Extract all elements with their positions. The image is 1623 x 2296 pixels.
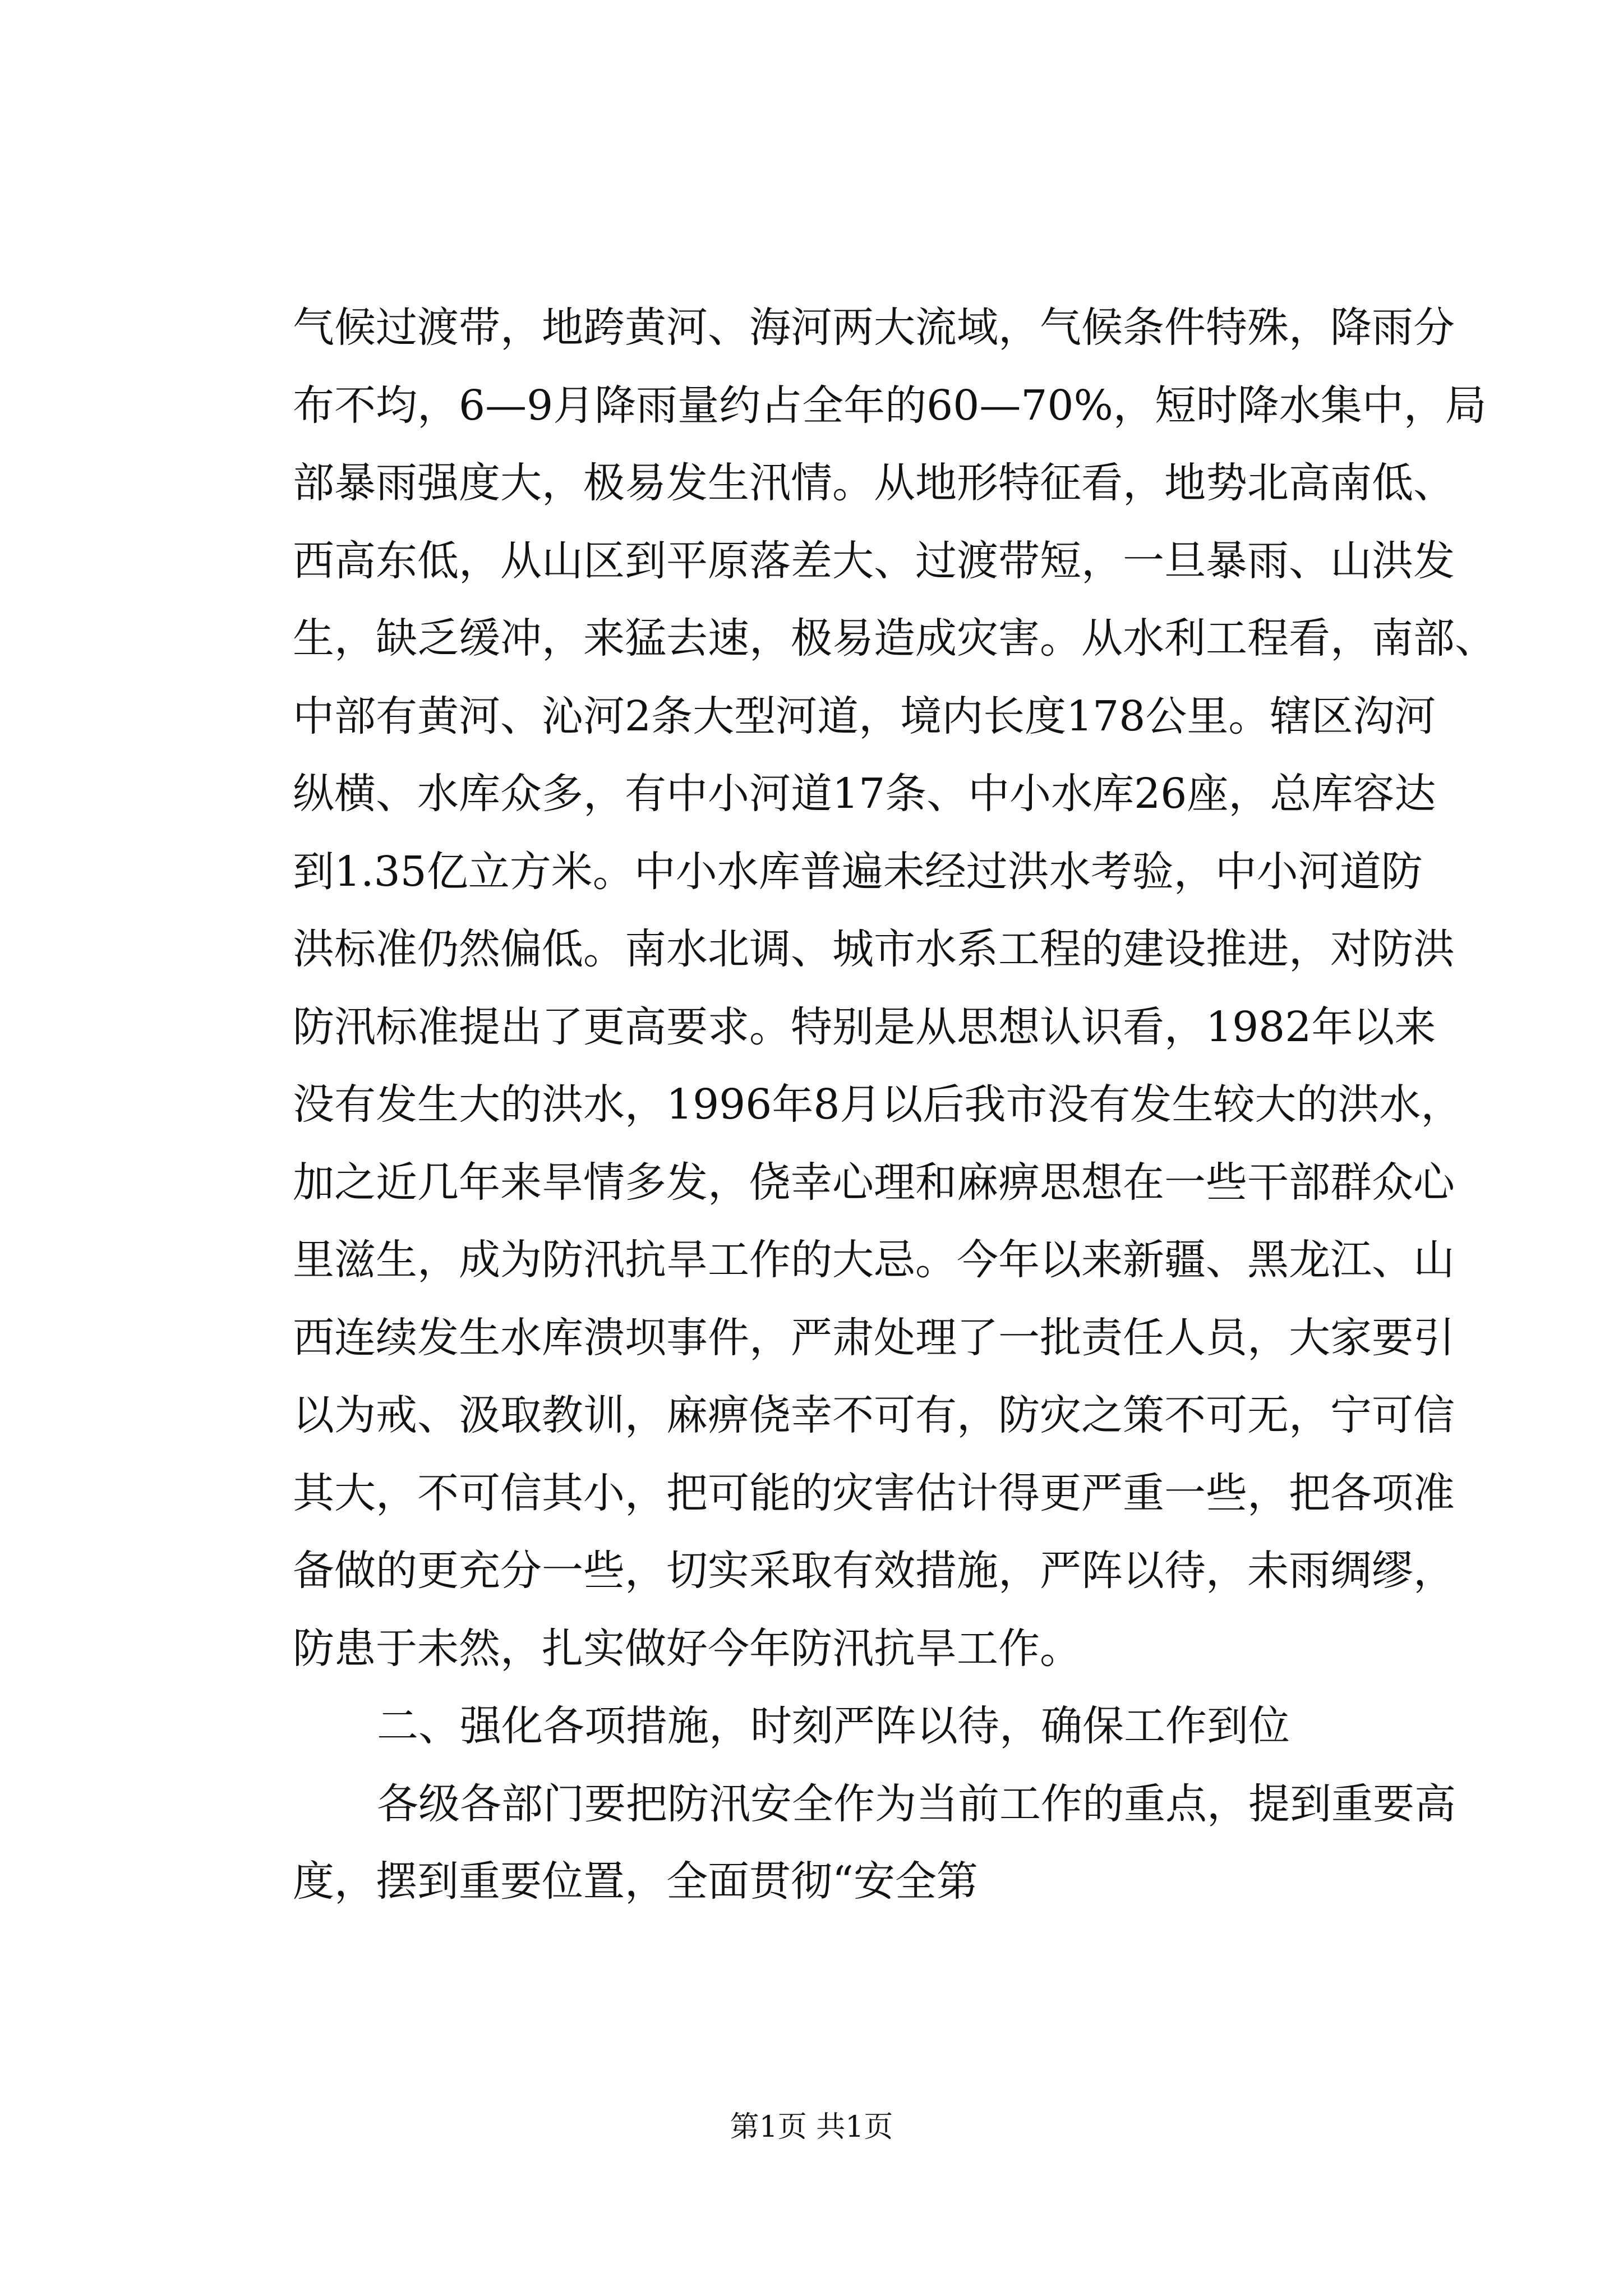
text-line: 防患于未然，扎实做好今年防汛抗旱工作。 <box>293 1624 1081 1673</box>
text-line: 洪标准仍然偏低。南水北调、城市水系工程的建设推进，对防洪 <box>293 925 1455 973</box>
text-line: 西连续发生水库溃坝事件，严肃处理了一批责任人员，大家要引 <box>293 1313 1455 1362</box>
text-line: 中部有黄河、沁河2条大型河道，境内长度178公里。辖区沟河 <box>293 692 1436 740</box>
text-line: 其大，不可信其小，把可能的灾害估计得更严重一些，把各项准 <box>293 1469 1455 1517</box>
text-line: 纵横、水库众多，有中小河道17条、中小水库26座，总库容达 <box>293 770 1436 818</box>
text-line: 到1.35亿立方米。中小水库普遍未经过洪水考验，中小河道防 <box>293 847 1423 896</box>
text-line: 防汛标准提出了更高要求。特别是从思想认识看，1982年以来 <box>293 1002 1436 1051</box>
section-heading: 二、强化各项措施，时刻严阵以待，确保工作到位 <box>377 1702 1290 1750</box>
text-line: 度，摆到重要位置，全面贯彻“安全第 <box>293 1857 978 1906</box>
text-line: 西高东低，从山区到平原落差大、过渡带短，一旦暴雨、山洪发 <box>293 536 1455 585</box>
page-footer: 第1页 共1页 <box>730 2110 893 2144</box>
text-line: 里滋生，成为防汛抗旱工作的大忌。今年以来新疆、黑龙江、山 <box>293 1236 1455 1284</box>
text-line: 备做的更充分一些，切实采取有效措施，严阵以待，未雨绸缪， <box>293 1547 1455 1595</box>
text-line: 加之近几年来旱情多发，侥幸心理和麻痹思想在一些干部群众心 <box>293 1158 1455 1207</box>
text-line: 布不均，6—9月降雨量约占全年的60—70%，短时降水集中，局 <box>293 381 1487 430</box>
text-line: 气候过渡带，地跨黄河、海河两大流域，气候条件特殊，降雨分 <box>293 303 1455 352</box>
text-line: 以为戒、汲取教训，麻痹侥幸不可有，防灾之策不可无，宁可信 <box>293 1391 1455 1439</box>
text-line: 生，缺乏缓冲，来猛去速，极易造成灾害。从水利工程看，南部、 <box>293 614 1496 662</box>
text-line: 部暴雨强度大，极易发生汛情。从地形特征看，地势北高南低、 <box>293 459 1455 507</box>
document-body <box>293 289 1496 1921</box>
text-line: 各级各部门要把防汛安全作为当前工作的重点，提到重要高 <box>377 1779 1456 1828</box>
text-line: 没有发生大的洪水，1996年8月以后我市没有发生较大的洪水， <box>293 1080 1463 1129</box>
